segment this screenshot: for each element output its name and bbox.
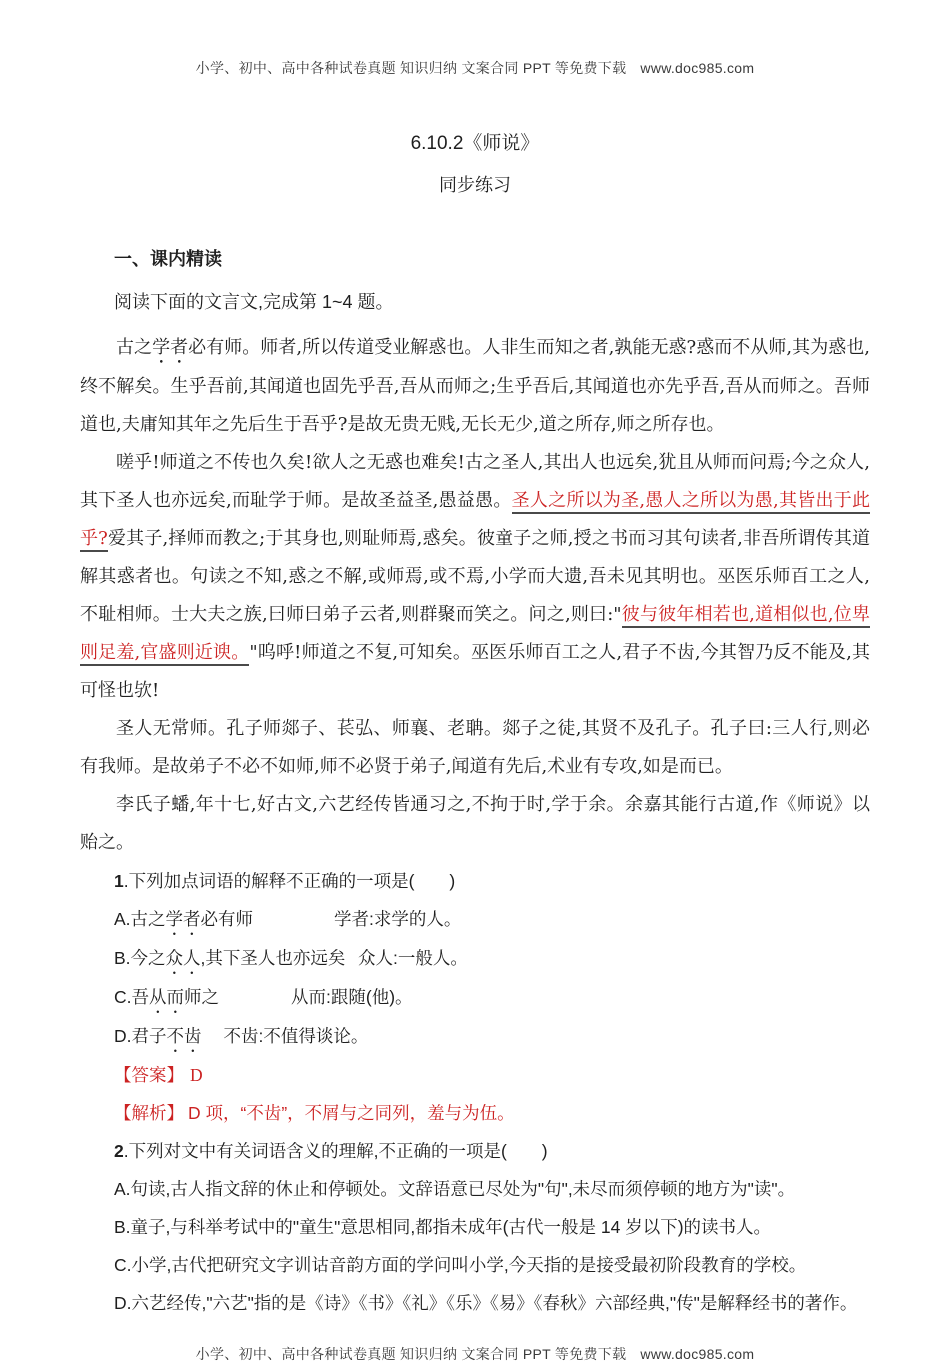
- header-url: www.doc985.com: [640, 60, 755, 76]
- question-2-stem: [114, 1132, 870, 1170]
- analysis-text: D 项，“不齿”，不屑与之同列，羞与为伍。: [188, 1103, 515, 1123]
- doc-subtitle: 同步练习: [439, 175, 511, 195]
- option-b-explanation: 众人:一般人。: [358, 948, 468, 968]
- option-a-phrase: A.古之学者必有师: [114, 909, 254, 929]
- question-1-stem: [114, 862, 870, 900]
- question-1-analysis: [114, 1094, 870, 1132]
- passage-paragraph-1: 古之学者必有师。师者,所以传道受业解惑也。人非生而知之者,孰能无惑?惑而不从师,其为惑也,终不解矣。生乎吾前,其闻道也固先乎吾,吾从而师之;生乎吾后,其闻道也亦先乎吾,吾从而师之。吾师道也,夫庸知其年之先后生于吾乎?是故无贵无贱,无长无少,道之所存,师之所存也。: [80, 337, 871, 435]
- question-1-stem-text: .下列加点词语的解释不正确的一项是( ): [123, 871, 456, 891]
- option-d-explanation: 不齿:不值得谈论。: [223, 1026, 369, 1046]
- passage-paragraph-4: 李氏子蟠,年十七,好古文,六艺经传皆通习之,不拘于时,学于余。余嘉其能行古道,作《师说》以贻之。: [80, 794, 870, 853]
- passage: [80, 329, 870, 862]
- answer-label: 【答案】: [114, 1065, 184, 1085]
- intro-line: 阅读下面的文言文,完成第 1~4 题。: [114, 292, 394, 312]
- section-heading: 一、课内精读: [114, 249, 222, 269]
- answer-value: D: [190, 1065, 203, 1085]
- passage-paragraph-2: 嗟乎!师道之不传也久矣!欲人之无惑也难矣!古之圣人,其出人也远矣,犹且从师而问焉;今之众人,其下圣人也亦远矣,而耻学于师。是故圣益圣,愚益愚。圣人之所以为圣,愚人之所以为愚,其皆出于此乎?爱其子,择师而教之;于其身也,则耻师焉,惑矣。彼童子之师,授之书而习其句读者,非吾所谓传其道解其惑者也。句读之不知,惑之不解,或师焉,或不焉,小学而大遗,吾未见其明也。巫医乐师百工之人,不耻相师。士大夫之族,曰师曰弟子云者,则群聚而笑之。问之,则曰:"彼与彼年相若也,道相似也,位卑则足羞,官盛则近谀。"呜呼!师道之不复,可知矣。巫医乐师百工之人,君子不齿,今其智乃反不能及,其可怪也欤!: [80, 452, 871, 701]
- question-1-option-b: [114, 939, 870, 978]
- question-2-option-d: D.六艺经传,"六艺"指的是《诗》《书》《礼》《乐》《易》《春秋》六部经典,"传"是解释经书的著作。: [114, 1293, 858, 1313]
- page-footer: [80, 1344, 870, 1364]
- page-header: [80, 0, 870, 78]
- question-1-option-c: [114, 978, 870, 1017]
- passage-paragraph-3: 圣人无常师。孔子师郯子、苌弘、师襄、老聃。郯子之徒,其贤不及孔子。孔子曰:三人行,则必有我师。是故弟子不必不如师,师不必贤于弟子,闻道有先后,术业有专攻,如是而已。: [80, 718, 870, 777]
- footer-text: 小学、初中、高中各种试卷真题 知识归纳 文案合同 PPT 等免费下载: [195, 1346, 627, 1362]
- question-1: [80, 862, 870, 1132]
- option-b-phrase: B.今之众人,其下圣人也亦远矣: [114, 948, 346, 968]
- option-d-phrase: D.君子不齿: [114, 1026, 202, 1046]
- question-1-answer: [114, 1056, 870, 1094]
- question-1-option-a: [114, 900, 870, 939]
- analysis-label: 【解析】: [114, 1103, 184, 1123]
- question-1-option-d: [114, 1017, 870, 1056]
- question-2-stem-text: .下列对文中有关词语含义的理解,不正确的一项是( ): [123, 1141, 548, 1161]
- question-2: [80, 1132, 870, 1322]
- option-c-phrase: C.吾从而师之: [114, 987, 219, 1007]
- option-c-explanation: 从而:跟随(他)。: [291, 987, 413, 1007]
- question-2-number: 2: [114, 1141, 124, 1161]
- question-2-option-c: C.小学,古代把研究文字训诂音韵方面的学问叫小学,今天指的是接受最初阶段教育的学校。: [114, 1255, 807, 1275]
- question-2-option-a: A.句读,古人指文辞的休止和停顿处。文辞语意已尽处为"句",未尽而须停顿的地方为"读"。: [114, 1179, 796, 1199]
- footer-url: www.doc985.com: [640, 1346, 755, 1362]
- option-a-explanation: 学者:求学的人。: [334, 909, 462, 929]
- question-2-option-b: B.童子,与科举考试中的"童生"意思相同,都指未成年(古代一般是 14 岁以下)的读书人。: [114, 1217, 772, 1237]
- question-1-number: 1: [114, 871, 124, 891]
- header-text: 小学、初中、高中各种试卷真题 知识归纳 文案合同 PPT 等免费下载: [195, 60, 627, 76]
- doc-title: 6.10.2《师说》: [410, 133, 540, 154]
